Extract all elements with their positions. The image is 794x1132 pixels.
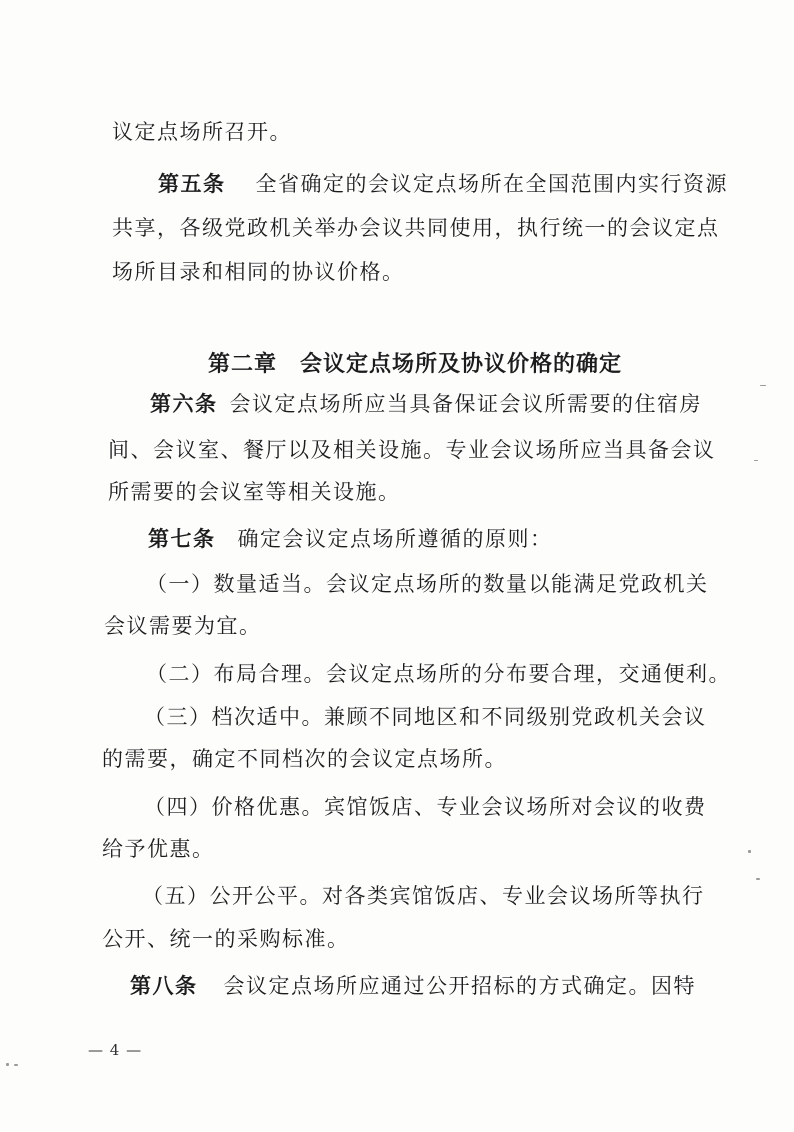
article-8-title: 第八条 [130, 973, 198, 998]
text-line: 间、会议室、餐厅以及相关设施。专业会议场所应当具备会议 [108, 438, 716, 462]
text-line: 的需要，确定不同档次的会议定点场所。 [102, 747, 507, 771]
principle-4: （四）价格优惠。宾馆饭店、专业会议场所对会议的收费 [144, 795, 707, 819]
article-5-text: 全省确定的会议定点场所在全国范围内实行资源 [255, 172, 728, 196]
article-7-title: 第七条 [148, 526, 216, 551]
chapter-heading: 第二章 会议定点场所及协议价格的确定 [208, 351, 623, 377]
principle-5: （五）公开公平。对各类宾馆饭店、专业会议场所等执行 [142, 884, 705, 908]
text-line: 场所目录和相同的协议价格。 [112, 260, 405, 284]
scan-speck [760, 385, 766, 386]
article-7-line-1 [148, 525, 553, 553]
text-line: 共享，各级党政机关举办会议共同使用，执行统一的会议定点 [112, 216, 720, 240]
article-5-line-1 [158, 170, 728, 198]
article-7-text: 确定会议定点场所遵循的原则： [237, 527, 553, 551]
article-6-text: 会议定点场所应当具备保证会议所需要的住宿房 [229, 392, 702, 416]
scan-speck [754, 460, 758, 461]
text-line: 会议需要为宜。 [104, 614, 262, 638]
page-number: — 4 — [88, 1041, 143, 1059]
article-8-text: 会议定点场所应通过公开招标的方式确定。因特 [223, 974, 696, 998]
article-5-title: 第五条 [158, 171, 226, 196]
text-line: 给予优惠。 [102, 837, 215, 861]
article-6-title: 第六条 [150, 391, 218, 416]
principle-3: （三）档次适中。兼顾不同地区和不同级别党政机关会议 [144, 705, 707, 729]
scan-speck [6, 1063, 9, 1066]
article-8-line-1 [130, 972, 696, 1000]
text-line: 议定点场所召开。 [112, 120, 292, 144]
principle-2: （二）布局合理。会议定点场所的分布要合理，交通便利。 [146, 662, 731, 686]
principle-1: （一）数量适当。会议定点场所的数量以能满足党政机关 [146, 572, 709, 596]
scan-speck [748, 850, 751, 853]
text-line: 公开、统一的采购标准。 [102, 927, 350, 951]
scan-speck [14, 1064, 18, 1066]
scan-speck [756, 878, 760, 880]
text-line: 所需要的会议室等相关设施。 [108, 480, 401, 504]
article-6-line-1 [150, 390, 702, 418]
